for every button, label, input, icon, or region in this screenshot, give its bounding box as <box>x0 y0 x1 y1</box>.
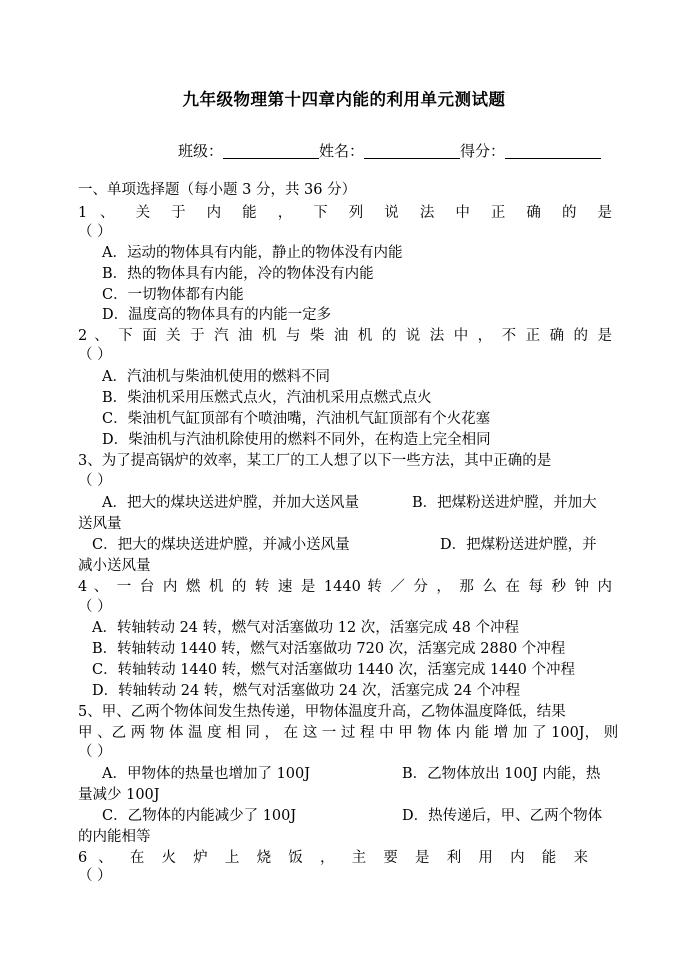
q1-option-c: C．一切物体都有内能 <box>102 287 244 303</box>
score-label: 得分： <box>460 142 506 160</box>
q4-option-d: D．转轴转动 24 转，燃气对活塞做功 24 次，活塞完成 24 个冲程 <box>92 683 521 699</box>
q3-option-d: D．把煤粉送进炉膛，并 <box>440 537 597 553</box>
q2-option-a: A．汽油机与柴油机使用的燃料不同 <box>102 369 330 385</box>
q1-paren: （ ） <box>78 224 112 240</box>
q1-option-b: B．热的物体具有内能，冷的物体没有内能 <box>102 266 374 282</box>
q5-stem-line1: 5、甲、乙两个物体间发生热传递，甲物体温度升高，乙物体温度降低，结果 <box>78 704 566 720</box>
class-blank <box>223 142 319 159</box>
q1-option-a: A．运动的物体具有内能，静止的物体没有内能 <box>102 245 403 261</box>
page-title: 九年级物理第十四章内能的利用单元测试题 <box>182 90 506 109</box>
q3-option-c: C．把大的煤块送进炉膛，并减小送风量 <box>92 537 350 553</box>
q5-option-a: A．甲物体的热量也增加了 100J <box>102 766 311 782</box>
name-label: 姓名： <box>319 142 365 160</box>
q5-option-c: C．乙物体的内能减少了 100J <box>102 808 297 824</box>
name-blank <box>364 142 460 159</box>
q2-paren: （ ） <box>78 347 112 363</box>
class-label: 班级： <box>178 142 224 160</box>
q6-stem: 6 、 在 火 炉 上 烧 饭 ， 主 要 是 利 用 内 能 来 <box>78 850 588 866</box>
q3-stem: 3、为了提高锅炉的效率，某工厂的工人想了以下一些方法，其中正确的是 <box>78 453 552 469</box>
q5-paren: （ ） <box>78 744 112 760</box>
q3-option-b: B．把煤粉送进炉膛，并加大 <box>412 495 597 511</box>
q4-option-b: B．转轴转动 1440 转，燃气对活塞做功 720 次，活塞完成 2880 个冲程 <box>92 641 566 657</box>
score-blank <box>505 142 601 159</box>
q5-option-d-cont: 的内能相等 <box>78 829 151 845</box>
q3-option-d-cont: 减小送风量 <box>78 558 151 574</box>
student-info-row <box>178 140 601 161</box>
q5-option-b: B．乙物体放出 100J 内能，热 <box>402 766 601 782</box>
q4-stem: 4 、 一 台 内 燃 机 的 转 速 是 1440 转 ／ 分 ， 那 么 在 每 秒 钟 内 <box>78 579 612 595</box>
q1-stem: 1 、 关 于 内 能 ， 下 列 说 法 中 正 确 的 是 <box>78 205 612 221</box>
q5-option-d: D．热传递后，甲、乙两个物体 <box>402 808 603 824</box>
q3-option-b-cont: 送风量 <box>78 516 122 532</box>
q2-option-d: D．柴油机与汽油机除使用的燃料不同外，在构造上完全相同 <box>102 432 491 448</box>
q1-option-d: D．温度高的物体具有的内能一定多 <box>102 307 332 323</box>
q2-option-b: B．柴油机采用压燃式点火，汽油机采用点燃式点火 <box>102 390 432 406</box>
q5-stem-line2: 甲 、乙 两 物 体 温 度 相 同 ， 在 这 一 过 程 中 甲 物 体 内 能 增 加 了 100J， 则 <box>78 725 619 741</box>
q4-paren: （ ） <box>78 599 112 615</box>
q2-stem: 2 、 下 面 关 于 汽 油 机 与 柴 油 机 的 说 法 中 ， 不 正 确 的 是 <box>78 328 612 344</box>
q6-paren: （ ） <box>78 868 112 884</box>
section-heading: 一、单项选择题（每小题 3 分，共 36 分） <box>78 182 357 198</box>
q4-option-a: A．转轴转动 24 转，燃气对活塞做功 12 次，活塞完成 48 个冲程 <box>92 620 519 636</box>
q3-paren: （ ） <box>78 473 112 489</box>
q5-option-b-cont: 量减少 100J <box>78 787 160 803</box>
q3-option-a: A．把大的煤块送进炉膛，并加大送风量 <box>102 495 359 511</box>
q4-option-c: C．转轴转动 1440 转，燃气对活塞做功 1440 次，活塞完成 1440 个冲程 <box>92 662 575 678</box>
q2-option-c: C．柴油机气缸顶部有个喷油嘴，汽油机气缸顶部有个火花塞 <box>102 411 491 427</box>
